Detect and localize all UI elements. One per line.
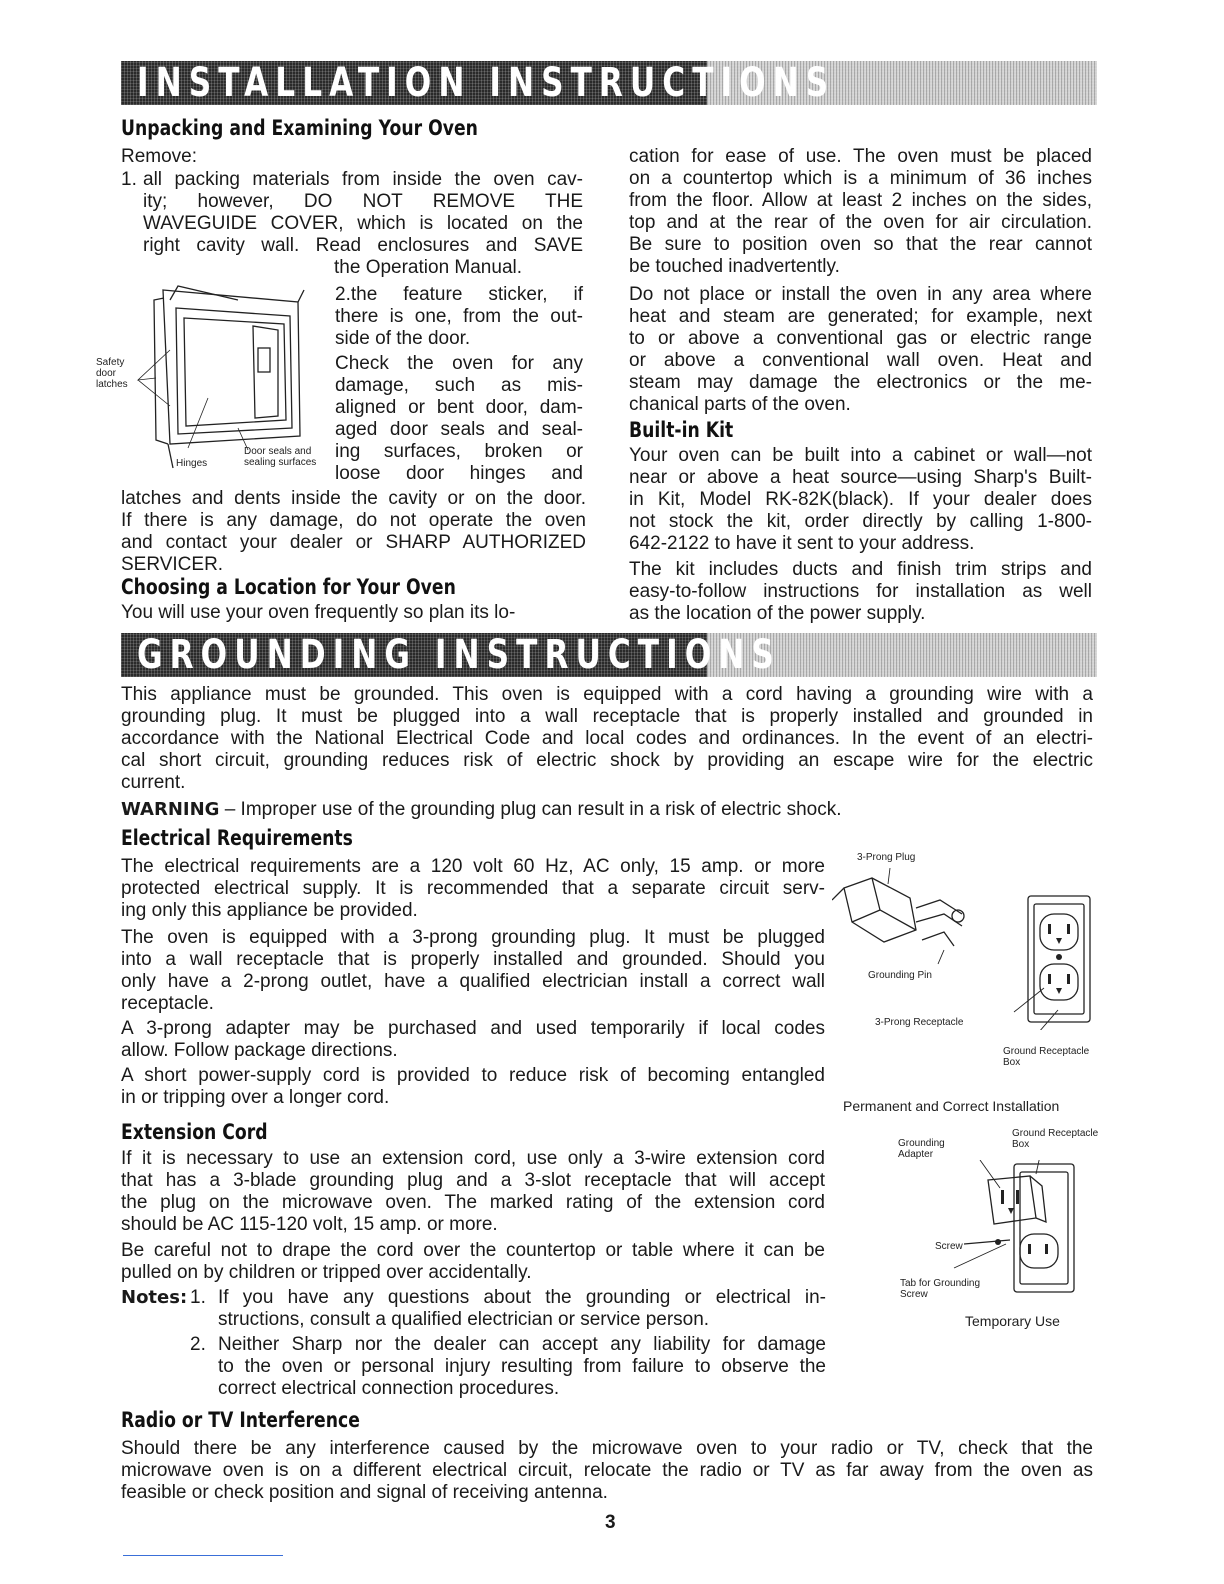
location-line: heat and steam are generated; for example, next: [629, 306, 1092, 327]
item2-line: there is one, from the out-: [335, 306, 583, 327]
radio-text: [121, 1438, 1093, 1504]
electrical-line: allow. Follow package directions.: [121, 1040, 398, 1061]
check-line: ing surfaces, broken or: [335, 441, 583, 462]
hinges-label: Hinges: [176, 458, 208, 469]
electrical-p3: [121, 1018, 825, 1062]
location-line: from the floor. Allow at least 2 inches on the sides,: [629, 190, 1092, 211]
intro-line: grounding plug. It must be plugged into a wall receptacle that is properly installed and grounded in: [121, 706, 1093, 727]
electrical-p2: [121, 927, 825, 1015]
door-seals-label: Door seals and sealing surfaces: [244, 446, 317, 468]
warning-text: – Improper use of the grounding plug can result in a risk of electric shock.: [219, 799, 842, 820]
remove-label: Remove:: [121, 146, 198, 167]
location-text-left: You will use your oven frequently so plan its lo-: [121, 602, 516, 623]
intro-line: current.: [121, 772, 186, 793]
item1-text: [143, 169, 583, 279]
note2-text: [218, 1334, 826, 1400]
electrical-line: ing only this appliance be provided.: [121, 900, 418, 921]
item2-text: [335, 284, 583, 350]
location-text-right: [629, 146, 1092, 278]
builtin-line: The kit includes ducts and finish trim strips and: [629, 559, 1092, 580]
electrical-line: in or tripping over a longer cord.: [121, 1087, 390, 1108]
builtin-line: near or above a heat source—using Sharp's Built-: [629, 467, 1092, 488]
extension-line: should be AC 115-120 volt, 15 amp. or more.: [121, 1214, 498, 1235]
electrical-p1: [121, 856, 825, 922]
permanent-caption: Permanent and Correct Installation: [843, 1098, 1060, 1114]
radio-line: microwave oven is on a different electrical circuit, relocate the radio or TV as far away from the oven as: [121, 1460, 1093, 1481]
damage-line: and contact your dealer or SHARP AUTHORIZED: [121, 532, 586, 553]
note2-number: 2.: [190, 1334, 206, 1355]
extension-p2: [121, 1240, 825, 1284]
extension-heading: Extension Cord: [121, 1120, 268, 1144]
extension-line: pulled on by children or tripped over accidentally.: [121, 1262, 532, 1283]
electrical-line: only have a 2-prong outlet, have a qualified electrician install a correct wall: [121, 971, 825, 992]
builtin-para1: [629, 445, 1092, 555]
electrical-line: protected electrical supply. It is recommended that a separate circuit serv-: [121, 878, 825, 899]
grounding-pin-label: Grounding Pin: [868, 970, 932, 981]
check-line: loose door hinges and: [335, 463, 583, 484]
radio-heading: Radio or TV Interference: [121, 1408, 360, 1432]
location-line: Do not place or install the oven in any area where: [629, 284, 1092, 305]
extension-line: that has a 3-blade grounding plug and a 3-slot receptacle that will accept: [121, 1170, 825, 1191]
plug-label: 3-Prong Plug: [857, 852, 916, 863]
note-line: Neither Sharp nor the dealer can accept any liability for damage: [218, 1334, 826, 1355]
damage-line: If there is any damage, do not operate the oven: [121, 510, 586, 531]
screw-label: Screw: [935, 1241, 963, 1252]
builtin-line: easy-to-follow instructions for installation as well: [629, 581, 1092, 602]
location-line: chanical parts of the oven.: [629, 394, 851, 415]
check-line: damage, such as mis-: [335, 375, 583, 396]
grounding-intro: [121, 684, 1093, 794]
item1-line: the Operation Manual.: [334, 257, 523, 278]
installation-banner: [121, 61, 1097, 105]
electrical-p4: [121, 1065, 825, 1109]
warning-line: [121, 799, 841, 821]
electrical-heading: Electrical Requirements: [121, 826, 353, 850]
item1-line: right cavity wall. Read enclosures and SAVE: [143, 235, 583, 256]
installation-banner-title: INSTALLATION INSTRUCTIONS: [137, 60, 836, 106]
location-line: Be sure to position oven so that the rear cannot: [629, 234, 1092, 255]
extension-line: If it is necessary to use an extension cord, use only a 3-wire extension cord: [121, 1148, 825, 1169]
item1-line: WAVEGUIDE COVER, which is located on the: [143, 213, 583, 234]
location-line: or above a conventional wall oven. Heat and: [629, 350, 1092, 371]
tab-label: Tab for Grounding Screw: [900, 1278, 981, 1300]
builtin-heading: Built-in Kit: [629, 418, 734, 442]
builtin-line: in Kit, Model RK-82K(black). If your dealer does: [629, 489, 1092, 510]
grounding-banner-title: GROUNDING INSTRUCTIONS: [137, 632, 781, 678]
notes-label: Notes:: [121, 1287, 188, 1308]
note-line: correct electrical connection procedures.: [218, 1378, 560, 1399]
builtin-line: 642-2122 to have it sent to your address.: [629, 533, 975, 554]
note1-text: [218, 1287, 826, 1331]
permanent-installation-figure: [832, 860, 1102, 1030]
receptacle-label: 3-Prong Receptacle: [875, 1017, 964, 1028]
radio-line: Should there be any interference caused by the microwave oven to your radio or TV, check that the: [121, 1438, 1093, 1459]
note1-number: 1.: [190, 1287, 206, 1308]
builtin-line: Your oven can be built into a cabinet or wall—not: [629, 445, 1092, 466]
electrical-line: into a wall receptacle that is properly installed and grounded. Should you: [121, 949, 825, 970]
location-line: steam may damage the electronics or the me-: [629, 372, 1092, 393]
page-number: 3: [605, 1512, 616, 1533]
location-line: be touched inadvertently.: [629, 256, 840, 277]
location-heading: Choosing a Location for Your Oven: [121, 575, 456, 599]
item1-number: 1.: [121, 169, 137, 190]
intro-line: This appliance must be grounded. This oven is equipped with a cord having a grounding wire with a: [121, 684, 1093, 705]
adapter-label: Grounding Adapter: [898, 1138, 945, 1160]
check-line: aged door seals and seal-: [335, 419, 583, 440]
builtin-para2: [629, 559, 1092, 625]
damage-line: latches and dents inside the cavity or on the door.: [121, 488, 586, 509]
intro-line: accordance with the National Electrical Code and local codes and ordinances. In the event of an electri-: [121, 728, 1093, 749]
item1-line: ity; however, DO NOT REMOVE THE: [143, 191, 583, 212]
item2-line: side of the door.: [335, 328, 471, 349]
electrical-line: The electrical requirements are a 120 volt 60 Hz, AC only, 15 amp. or more: [121, 856, 825, 877]
check-line: Check the oven for any: [335, 353, 583, 374]
builtin-line: as the location of the power supply.: [629, 603, 926, 624]
radio-line: feasible or check position and signal of receiving antenna.: [121, 1482, 608, 1503]
electrical-line: A short power-supply cord is provided to reduce risk of becoming entangled: [121, 1065, 825, 1086]
extension-line: Be careful not to drape the cord over the countertop or table where it can be: [121, 1240, 825, 1261]
item2-line: 2.the feature sticker, if: [335, 284, 583, 305]
item1-line: all packing materials from inside the oven cav-: [143, 169, 583, 190]
intro-line: cal short circuit, grounding reduces risk of electric shock by providing an escape wire for the electric: [121, 750, 1093, 771]
check-text: [335, 353, 583, 485]
location-line: on a countertop which is a minimum of 36 inches: [629, 168, 1092, 189]
extension-line: the plug on the microwave oven. The marked rating of the extension cord: [121, 1192, 825, 1213]
builtin-line: not stock the kit, order directly by calling 1-800-: [629, 511, 1092, 532]
note-line: structions, consult a qualified electrician or service person.: [218, 1309, 710, 1330]
footer-rule: [123, 1555, 283, 1556]
electrical-line: A 3-prong adapter may be purchased and used temporarily if local codes: [121, 1018, 825, 1039]
location-line: top and at the rear of the oven for air circulation.: [629, 212, 1092, 233]
safety-latch-label: Safety door latches: [96, 357, 128, 390]
electrical-line: receptacle.: [121, 993, 214, 1014]
warning-label: WARNING: [121, 799, 220, 820]
damage-text: [121, 488, 586, 576]
note-line: to the oven or personal injury resulting from failure to observe the: [218, 1356, 826, 1377]
unpacking-heading: Unpacking and Examining Your Oven: [121, 116, 478, 140]
check-line: aligned or bent door, dam-: [335, 397, 583, 418]
grounding-banner: [121, 633, 1097, 677]
damage-line: SERVICER.: [121, 554, 224, 575]
temporary-caption: Temporary Use: [965, 1313, 1060, 1329]
temp-box-label: Ground Receptacle Box: [1012, 1128, 1099, 1150]
ground-box-label: Ground Receptacle Box: [1003, 1046, 1090, 1068]
electrical-line: The oven is equipped with a 3-prong grounding plug. It must be plugged: [121, 927, 825, 948]
note-line: If you have any questions about the grounding or electrical in-: [218, 1287, 826, 1308]
location-line: to or above a conventional gas or electric range: [629, 328, 1092, 349]
location-para2: [629, 284, 1092, 416]
location-line: cation for ease of use. The oven must be placed: [629, 146, 1092, 167]
extension-p1: [121, 1148, 825, 1236]
